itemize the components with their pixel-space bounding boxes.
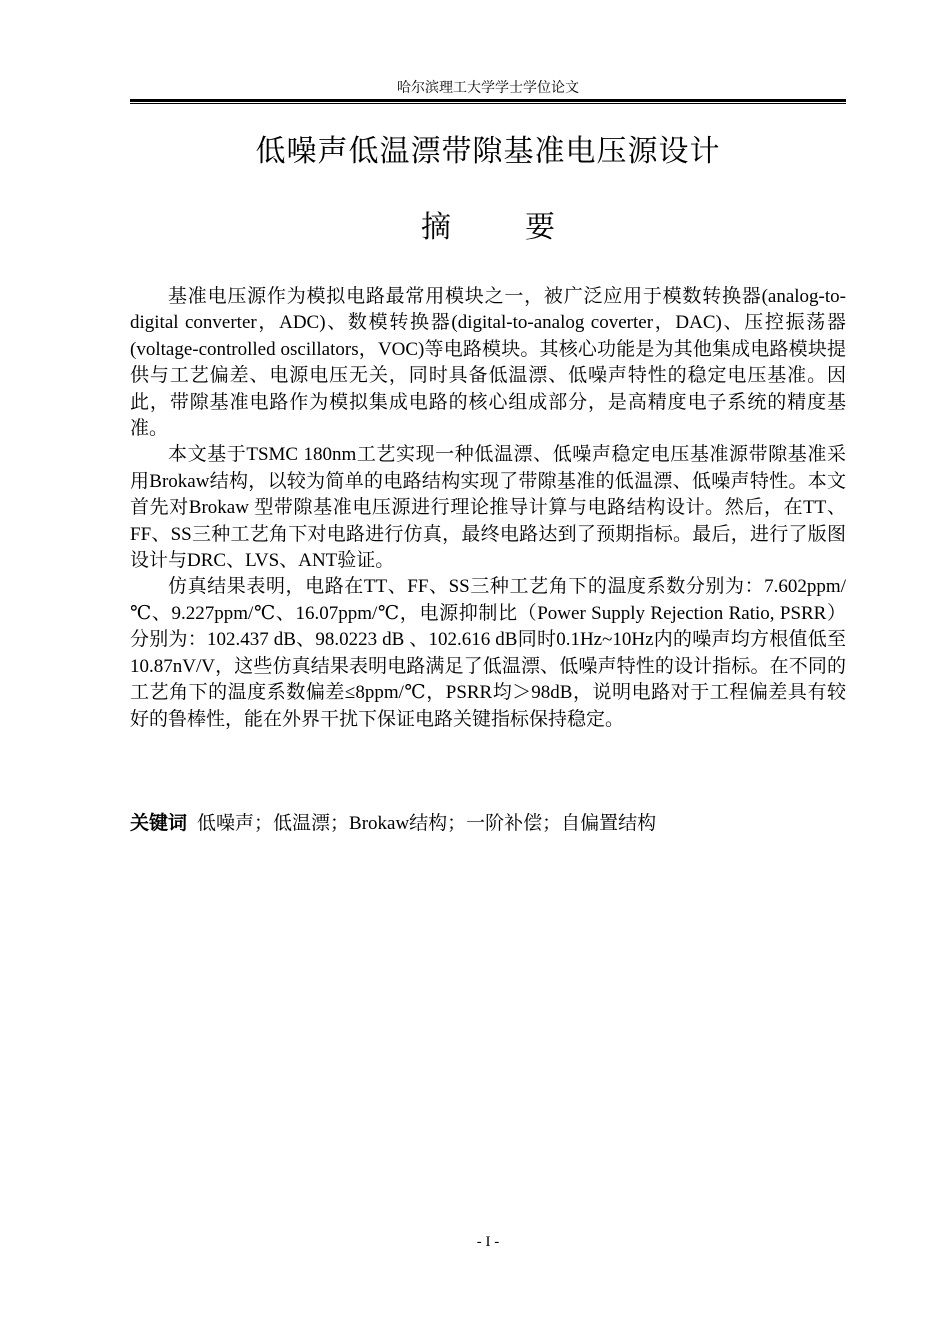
abstract-paragraph: 仿真结果表明，电路在TT、FF、SS三种工艺角下的温度系数分别为：7.602ppm/℃、9.227ppm/℃、16.07ppm/℃，电源抑制比（Power Supply Rejection Ratio, PSRR）分别为：102.437 dB、98.0223 dB 、102.616 dB同时0.1Hz~10Hz内的噪声均方根值低至10.87nV/V，这些仿真结果表明电路满足了低温漂、低噪声特性的设计指标。在不同的工艺角下的温度系数偏差≤8ppm/℃，PSRR均＞98dB，说明电路对于工程偏差具有较好的鲁棒性，能在外界干扰下保证电路关键指标保持稳定。: [130, 576, 846, 730]
running-header: 哈尔滨理工大学学士学位论文: [397, 81, 579, 96]
abstract-body: [130, 284, 846, 733]
abstract-paragraph: 本文基于TSMC 180nm工艺实现一种低温漂、低噪声稳定电压基准源带隙基准采用Brokaw结构，以较为简单的电路结构实现了带隙基准的低温漂、低噪声特性。本文首先对Brokaw 型带隙基准电压源进行理论推导计算与电路结构设计。然后，在TT、FF、SS三种工艺角下对电路进行仿真，最终电路达到了预期指标。最后，进行了版图设计与DRC、LVS、ANT验证。: [130, 444, 846, 572]
document-title: 低噪声低温漂带隙基准电压源设计: [255, 134, 721, 169]
abstract-heading: 摘 要: [421, 210, 577, 245]
header-rule: [130, 99, 846, 104]
keywords-line: [130, 810, 846, 837]
keywords-text: 低噪声；低温漂；Brokaw结构；一阶补偿；自偏置结构: [197, 813, 657, 834]
abstract-paragraph: 基准电压源作为模拟电路最常用模块之一，被广泛应用于模数转换器(analog-to-digital converter，ADC)、数模转换器(digital-to-analog coverter，DAC)、压控振荡器(voltage-controlled oscillators，VOC)等电路模块。其核心功能是为其他集成电路模块提供与工艺偏差、电源电压无关，同时具备低温漂、低噪声特性的稳定电压基准。因此，带隙基准电路作为模拟集成电路的核心组成部分，是高精度电子系统的精度基准。: [130, 286, 846, 440]
page-number: - I -: [476, 1234, 500, 1250]
keywords-label: 关键词: [130, 812, 188, 834]
